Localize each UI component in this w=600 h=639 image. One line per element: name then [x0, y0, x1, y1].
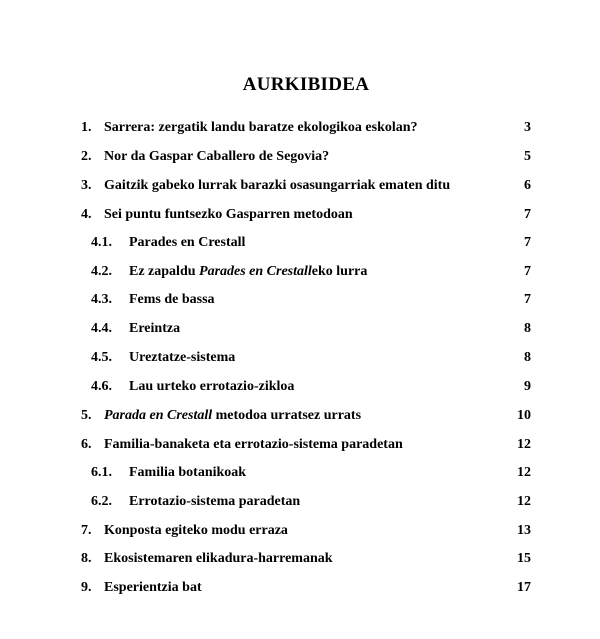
- toc-entry-title: Familia-banaketa eta errotazio-sistema paradetan: [104, 437, 403, 452]
- toc-entry: [81, 147, 531, 167]
- toc-subentry: [91, 319, 531, 339]
- toc-entry-page: 8: [524, 350, 531, 365]
- toc-entry-page: 12: [517, 437, 531, 452]
- toc-entry-page: 12: [517, 465, 531, 480]
- toc-entry-title: [104, 406, 361, 426]
- toc-entry-title: Ureztatze-sistema: [129, 350, 236, 365]
- toc-entry-title-suffix: metodoa urratsez urrats: [212, 408, 362, 423]
- toc-entry-number: 3.: [81, 178, 92, 193]
- toc-subentry: [91, 492, 531, 512]
- toc-entry-page: 7: [524, 292, 531, 307]
- toc-entry-title: Fems de bassa: [129, 292, 215, 307]
- toc-entry-page: 7: [524, 264, 531, 279]
- toc-entry-page: 10: [517, 408, 531, 423]
- toc-entry-page: 7: [524, 207, 531, 222]
- toc-entry-title: [129, 262, 367, 282]
- toc-entry-page: 3: [524, 120, 531, 135]
- toc-entry-title-italic: Parades en Crestall: [199, 264, 312, 279]
- toc-entry-number: 4.4.: [91, 321, 112, 336]
- toc-entry-page: 15: [517, 551, 531, 566]
- toc-entry-number: 1.: [81, 120, 92, 135]
- toc-entry-page: 5: [524, 149, 531, 164]
- toc-entry-number: 5.: [81, 408, 92, 423]
- toc-subentry: [91, 348, 531, 368]
- toc-entry-page: 17: [517, 580, 531, 595]
- toc-entry-page: 8: [524, 321, 531, 336]
- toc-entry: [81, 549, 531, 569]
- toc-entry-number: 2.: [81, 149, 92, 164]
- toc-entry-title: Ekosistemaren elikadura-harremanak: [104, 551, 333, 566]
- toc-subentry: [91, 463, 531, 483]
- toc-entry-title: Gaitzik gabeko lurrak barazki osasungarriak ematen ditu: [104, 178, 451, 193]
- toc-entry: [81, 176, 531, 196]
- toc-entry-page: 7: [524, 235, 531, 250]
- toc-entry: [81, 118, 531, 138]
- toc-entry-title: Esperientzia bat: [104, 580, 202, 595]
- toc-entry-title: Konposta egiteko modu erraza: [104, 523, 288, 538]
- toc-entry-title: Parades en Crestall: [129, 235, 246, 250]
- toc-entry-number: 4.2.: [91, 264, 112, 279]
- toc-entry-number: 6.1.: [91, 465, 112, 480]
- toc-entry-title-suffix: eko lurra: [311, 264, 368, 279]
- toc-entry: [81, 406, 531, 426]
- toc-entry: [81, 435, 531, 455]
- toc-subentry: [91, 290, 531, 310]
- page-title: AURKIBIDEA: [242, 74, 370, 95]
- toc-entry-page: 13: [517, 523, 531, 538]
- toc-entry-title: Sarrera: zergatik landu baratze ekologikoa eskolan?: [104, 120, 418, 135]
- toc-entry: [81, 521, 531, 541]
- toc-entry-number: 4.6.: [91, 379, 112, 394]
- toc-entry-title: Errotazio-sistema paradetan: [129, 494, 301, 509]
- toc-entry-page: 9: [524, 379, 531, 394]
- toc-entry-title: Sei puntu funtsezko Gasparren metodoan: [104, 207, 353, 222]
- toc-entry-number: 9.: [81, 580, 92, 595]
- toc-entry-number: 4.3.: [91, 292, 112, 307]
- toc-subentry: [91, 377, 531, 397]
- toc-entry-title: Ereintza: [129, 321, 181, 336]
- toc-entry-number: 8.: [81, 551, 92, 566]
- toc-entry-title-italic: Parada en Crestall: [104, 408, 213, 423]
- toc-entry-page: 12: [517, 494, 531, 509]
- toc-entry: [81, 205, 531, 225]
- toc-entry-title: Familia botanikoak: [129, 465, 247, 480]
- toc-subentry: [91, 262, 531, 282]
- toc-entry-page: 6: [524, 178, 531, 193]
- toc-entry-number: 7.: [81, 523, 92, 538]
- toc-entry: [81, 578, 531, 598]
- toc-entry-number: 6.2.: [91, 494, 112, 509]
- toc-entry-title-prefix: Ez zapaldu: [129, 264, 200, 279]
- toc-subentry: [91, 233, 531, 253]
- toc-entry-number: 4.: [81, 207, 92, 222]
- toc-entry-number: 4.5.: [91, 350, 112, 365]
- toc-entry-number: 6.: [81, 437, 92, 452]
- toc-entry-title: Nor da Gaspar Caballero de Segovia?: [104, 149, 330, 164]
- toc-entry-title: Lau urteko errotazio-zikloa: [129, 379, 295, 394]
- toc-entry-number: 4.1.: [91, 235, 112, 250]
